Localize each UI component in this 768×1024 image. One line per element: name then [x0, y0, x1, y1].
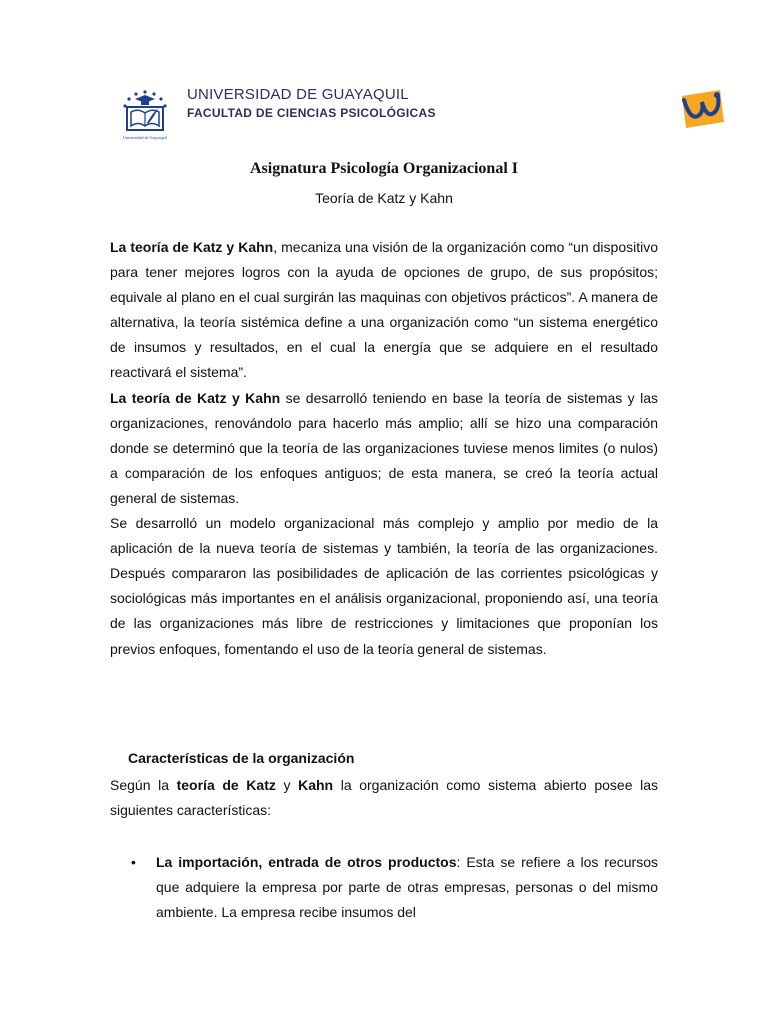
section-heading: Características de la organización: [128, 750, 355, 766]
list-item-text: [156, 850, 658, 925]
university-name: UNIVERSIDAD DE GUAYAQUIL: [187, 86, 409, 103]
university-crest-icon: [117, 86, 173, 142]
intro-suffix: la organización como sistema abierto posee las siguientes características:: [110, 777, 658, 819]
list-item-bold: La importación, entrada de otros productos: [156, 854, 457, 870]
faculty-name: FACULTAD DE CIENCIAS PSICOLÓGICAS: [187, 106, 436, 120]
list-item: [110, 850, 658, 925]
paragraph-1-bold: La teoría de Katz y Kahn: [110, 239, 274, 255]
paragraph-3: [110, 511, 658, 662]
paragraph-3-text: Se desarrolló un modelo organizacional más complejo y amplio por medio de la aplicación de la nueva teoría de sistemas y también, la teoría de las organizaciones. Después compararon las posibilidades de aplicación de las corrientes psicológicas y sociológicas más importantes en el análisis organizacional, proponiendo así, una teoría de las organizaciones más libre de restricciones y limitaciones que proponían los previos enfoques, fomentando el uso de la teoría general de sistemas.: [110, 515, 658, 657]
intro-bold-2: Kahn: [298, 777, 334, 793]
paragraph-2-bold: La teoría de Katz y Kahn: [110, 389, 281, 406]
paragraph-1-text: , mecaniza una visión de la organización como “un dispositivo para tener mejores logros con la ayuda de opciones de grupo, de sus propósitos; equivale al plano en el cual surgirán las maquinas con objetivos prácticos”. A manera de alternativa, la teoría sistémica define a una organización como “un sistema energético de insumos y resultados, en el cual la energía que se adquiere en el resultado reactivará el sistema”.: [110, 239, 658, 381]
page-title: Teoría de Katz y Kahn: [315, 190, 453, 206]
logo-caption: Universidad de Guayaquil: [123, 135, 167, 140]
intro-prefix: Según la: [110, 777, 177, 793]
document-header: [0, 0, 768, 150]
paragraph-1: [110, 235, 658, 386]
body-text: [110, 235, 658, 662]
faculty-logo-icon: [676, 86, 728, 132]
bullet-icon: •: [131, 854, 136, 870]
section-intro: [110, 773, 658, 823]
intro-mid: y: [275, 777, 299, 793]
paragraph-2-text: se desarrolló teniendo en base la teoría de sistemas y las organizaciones, renovándolo para hacerlo más amplio; allí se hizo una comparación donde se determinó que la teoría de las organizaciones tuviese menos limites (o nulos) a comparación de los enfoques antiguos; de esta manera, se creó la teoría actual general de sistemas.: [110, 389, 658, 506]
subject-title: Asignatura Psicología Organizacional I: [250, 160, 518, 177]
list-item-body: : Esta se refiere a los recursos que adquiere la empresa por parte de otras empresas, personas o del mismo ambiente. La empresa recibe insumos del: [156, 854, 658, 921]
paragraph-2: [110, 386, 658, 511]
section-intro-text: [110, 773, 658, 823]
characteristics-list: [110, 850, 658, 925]
intro-bold-1: teoría de Katz: [176, 777, 276, 793]
